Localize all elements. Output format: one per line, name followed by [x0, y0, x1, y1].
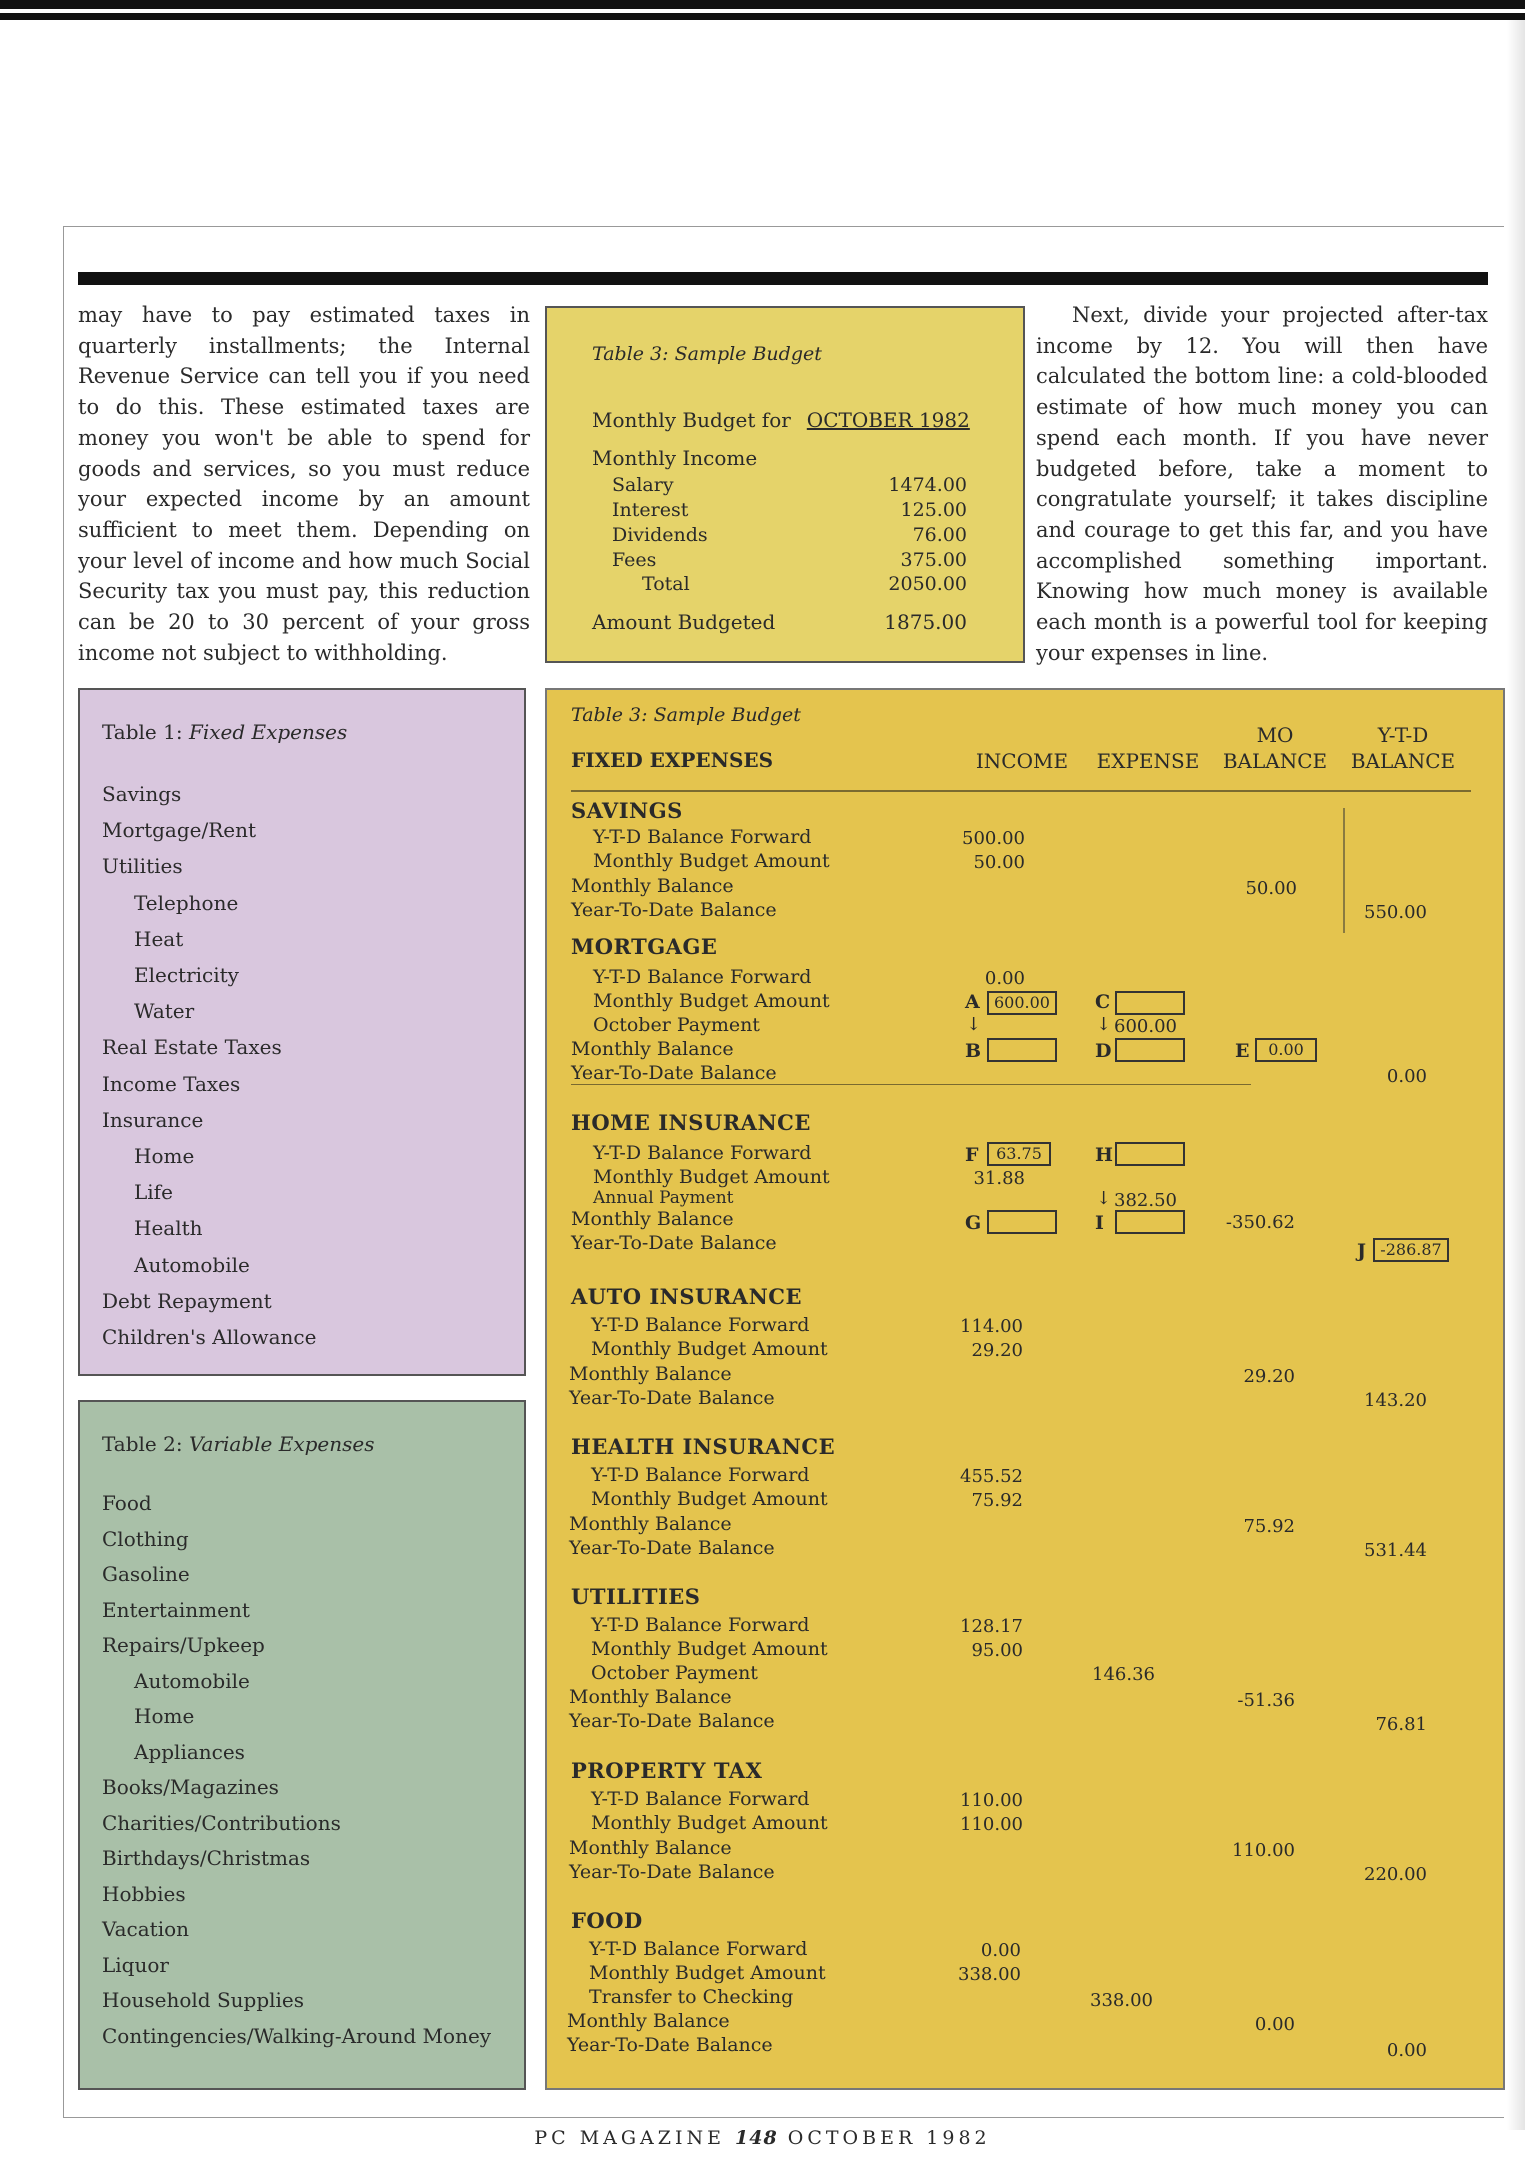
row-label: Year-To-Date Balance	[571, 1062, 777, 1084]
col-income: INCOME	[975, 749, 1069, 773]
row-label: Monthly Balance	[569, 1837, 732, 1859]
table1-caption-title: Fixed Expenses	[188, 720, 348, 744]
row-label: Y-T-D Balance Forward	[593, 966, 812, 988]
income-value: 110.00	[960, 1790, 1023, 1811]
list-item: Food	[102, 1491, 152, 1515]
section-mortgage	[547, 934, 1507, 1114]
income-value: 114.00	[960, 1316, 1023, 1337]
marker-h: H	[1095, 1144, 1113, 1166]
section-food	[547, 1908, 1507, 2088]
list-item: Income Taxes	[102, 1071, 241, 1096]
row-label: Monthly Budget Amount	[593, 990, 830, 1012]
list-item: Children's Allowance	[102, 1325, 317, 1350]
list-item: Gasoline	[102, 1562, 190, 1586]
row-label: October Payment	[591, 1662, 758, 1684]
marker-j: J	[1357, 1240, 1366, 1262]
row-label: Y-T-D Balance Forward	[591, 1464, 810, 1486]
list-item: Insurance	[102, 1107, 204, 1132]
monthly-budget-line	[592, 408, 970, 432]
section-auto-insurance	[547, 1284, 1507, 1434]
row-label: Monthly Balance	[571, 875, 734, 897]
income-value: 75.92	[971, 1490, 1023, 1511]
row-label: October Payment	[593, 1014, 760, 1036]
income-value: 31.88	[973, 1168, 1025, 1189]
list-item: Home	[134, 1144, 195, 1169]
list-item: Debt Repayment	[102, 1288, 272, 1313]
income-value: 500.00	[962, 828, 1025, 849]
section-utilities	[547, 1584, 1507, 1758]
monthly-budget-label: Monthly Budget for	[592, 408, 791, 432]
row-label: Monthly Budget Amount	[593, 850, 830, 872]
list-item: Heat	[134, 926, 184, 951]
section-title: PROPERTY TAX	[571, 1758, 763, 1783]
income-value: 0.00	[980, 1940, 1021, 1961]
arrow-down-icon: ↓	[966, 1014, 982, 1035]
row-label: Monthly Balance	[571, 1038, 734, 1060]
section-title: UTILITIES	[571, 1584, 701, 1609]
ytd-balance-value: 0.00	[1386, 1066, 1427, 1087]
box-f: 63.75	[987, 1142, 1051, 1166]
box-b	[987, 1038, 1057, 1062]
row-label: Y-T-D Balance Forward	[591, 1788, 810, 1810]
row-label: Monthly Budget Amount	[591, 1488, 828, 1510]
row-label: Y-T-D Balance Forward	[593, 826, 812, 848]
income-value: 0.00	[984, 968, 1025, 989]
box-g	[987, 1210, 1057, 1234]
arrow-down-icon: ↓	[1096, 1188, 1112, 1209]
row-label: Monthly Budget Amount	[591, 1338, 828, 1360]
marker-b: B	[965, 1040, 982, 1062]
table3-top-caption: Table 3: Sample Budget	[592, 343, 822, 365]
marker-f: F	[965, 1144, 979, 1166]
section-title: HOME INSURANCE	[571, 1110, 811, 1135]
row-label: Year-To-Date Balance	[569, 1537, 775, 1559]
expense-value: 600.00	[1114, 1016, 1177, 1037]
list-item: Liquor	[102, 1952, 169, 1977]
list-item: Water	[134, 999, 195, 1024]
table1-list	[102, 776, 316, 1355]
row-label: Y-T-D Balance Forward	[589, 1938, 808, 1960]
box-c	[1115, 991, 1185, 1015]
col-mo-line1: MO	[1256, 723, 1294, 747]
col-mo-line2: BALANCE	[1222, 749, 1328, 773]
expense-value: 382.50	[1114, 1190, 1177, 1211]
section-health-insurance	[547, 1434, 1507, 1584]
marker-c: C	[1095, 991, 1111, 1013]
expense-value: 338.00	[1090, 1990, 1153, 2011]
row-label: Monthly Balance	[569, 1513, 732, 1535]
section-title: AUTO INSURANCE	[571, 1284, 802, 1309]
row-label: Year-To-Date Balance	[567, 2034, 773, 2056]
monthly-budget-value: OCTOBER 1982	[806, 408, 970, 432]
table1-caption-prefix: Table 1:	[102, 720, 183, 744]
page-footer	[0, 2127, 1525, 2149]
income-row-value: 76.00	[912, 524, 967, 546]
section-savings	[547, 798, 1507, 938]
row-label: Y-T-D Balance Forward	[593, 1142, 812, 1164]
table2-variable-expenses	[78, 1400, 526, 2090]
table3-caption: Table 3: Sample Budget	[571, 704, 801, 726]
fixed-expenses-heading: FIXED EXPENSES	[571, 748, 774, 772]
col-mo-balance	[1215, 722, 1335, 774]
table2-caption-prefix: Table 2:	[102, 1432, 183, 1456]
income-row-label: Dividends	[612, 524, 708, 546]
income-row-value: 125.00	[900, 499, 967, 521]
top-rule	[0, 0, 1525, 9]
list-item: Vacation	[102, 1917, 190, 1941]
income-value: 110.00	[960, 1814, 1023, 1835]
income-row-label: Fees	[612, 549, 657, 571]
box-a: 600.00	[987, 991, 1057, 1015]
table1-fixed-expenses	[78, 688, 526, 1376]
list-item: Automobile	[134, 1668, 250, 1693]
row-label: Transfer to Checking	[589, 1986, 794, 2008]
arrow-down-icon: ↓	[1096, 1014, 1112, 1035]
list-item: Automobile	[134, 1252, 250, 1277]
row-label: Monthly Balance	[567, 2010, 730, 2032]
list-item: Entertainment	[102, 1597, 250, 1622]
row-label: Monthly Balance	[569, 1363, 732, 1385]
list-item: Household Supplies	[102, 1988, 305, 2012]
ytd-balance-value: 76.81	[1375, 1714, 1427, 1735]
row-divider	[571, 1084, 1251, 1085]
table2-caption-title: Variable Expenses	[188, 1432, 375, 1456]
box-i	[1115, 1210, 1185, 1234]
ytd-balance-value: 220.00	[1364, 1864, 1427, 1885]
income-value: 50.00	[973, 852, 1025, 873]
list-item: Life	[134, 1180, 173, 1205]
list-item: Real Estate Taxes	[102, 1035, 282, 1060]
list-item: Hobbies	[102, 1881, 186, 1906]
ytd-balance-value: 531.44	[1364, 1540, 1427, 1561]
monthly-income-label: Monthly Income	[592, 446, 758, 470]
row-label: Y-T-D Balance Forward	[591, 1614, 810, 1636]
column-divider	[1343, 808, 1345, 933]
left-paragraph: may have to pay estimated taxes in quarterly installments; the Internal Revenue Service can tell you if you need to do this. These estimated taxes are money you won't be able to spend for goods and services, so you must reduce your expected income by an amount sufficient to meet them. Depending on your level of income and how much Social Security tax you must pay, this reduction can be 20 to 30 percent of your gross income not subject to withholding.	[78, 303, 530, 665]
right-column-text	[1036, 300, 1488, 668]
mo-balance-value: -51.36	[1237, 1690, 1295, 1711]
row-label: Monthly Budget Amount	[591, 1812, 828, 1834]
row-label: Monthly Budget Amount	[593, 1166, 830, 1188]
income-total-label: Total	[642, 573, 690, 595]
list-item: Health	[134, 1216, 203, 1241]
income-value: 455.52	[960, 1466, 1023, 1487]
section-home-insurance	[547, 1110, 1507, 1290]
table2-list	[102, 1486, 491, 2054]
section-rule	[78, 272, 1488, 285]
col-expense: EXPENSE	[1096, 749, 1200, 773]
mo-balance-value: -350.62	[1225, 1212, 1295, 1233]
list-item: Charities/Contributions	[102, 1810, 341, 1835]
row-label: Year-To-Date Balance	[569, 1387, 775, 1409]
top-rule-2	[0, 13, 1525, 20]
table2-caption	[102, 1432, 375, 1456]
row-label: Year-To-Date Balance	[571, 899, 777, 921]
list-item: Books/Magazines	[102, 1775, 279, 1799]
page-edge-shadow	[1507, 20, 1525, 2130]
row-label: Monthly Balance	[571, 1208, 734, 1230]
header-underline	[571, 790, 1471, 792]
marker-d: D	[1095, 1040, 1112, 1062]
row-label: Y-T-D Balance Forward	[591, 1314, 810, 1336]
ytd-balance-value: 550.00	[1364, 902, 1427, 923]
row-label: Year-To-Date Balance	[569, 1710, 775, 1732]
list-item: Home	[134, 1704, 195, 1728]
list-item: Utilities	[102, 854, 183, 879]
section-property-tax	[547, 1758, 1507, 1908]
mo-balance-value: 29.20	[1243, 1366, 1295, 1387]
section-title: FOOD	[571, 1908, 643, 1933]
row-label: Monthly Budget Amount	[591, 1638, 828, 1660]
list-item: Clothing	[102, 1526, 189, 1551]
marker-g: G	[965, 1212, 982, 1234]
left-column-text	[78, 300, 530, 668]
list-item: Appliances	[134, 1739, 245, 1764]
row-label: Year-To-Date Balance	[569, 1861, 775, 1883]
income-row-label: Salary	[612, 474, 674, 496]
table3-sample-budget	[545, 688, 1505, 2090]
ytd-balance-value: 0.00	[1386, 2040, 1427, 2061]
row-label: Monthly Budget Amount	[589, 1962, 826, 1984]
col-ytd-line2: BALANCE	[1350, 749, 1456, 773]
list-item: Telephone	[134, 890, 239, 915]
income-value: 95.00	[971, 1640, 1023, 1661]
income-value: 128.17	[960, 1616, 1023, 1637]
amount-budgeted-value: 1875.00	[884, 610, 967, 634]
mo-balance-value: 110.00	[1232, 1840, 1295, 1861]
marker-e: E	[1235, 1040, 1250, 1062]
mo-balance-value: 75.92	[1243, 1516, 1295, 1537]
expense-value: 146.36	[1092, 1664, 1155, 1685]
section-title: HEALTH INSURANCE	[571, 1434, 836, 1459]
right-paragraph: Next, divide your projected after-tax income by 12. You will then have calculated the bottom line: a cold-blooded estimate of how much money you can spend each month. If you have never budgeted before, take a moment to congratulate yourself; it takes discipline and courage to get this far, and you have accomplished something important. Knowing how much money is available each month is a powerful tool for keeping your expenses in line.	[1036, 303, 1488, 665]
footer-page-number: 148	[735, 2127, 778, 2149]
row-label: Monthly Balance	[569, 1686, 732, 1708]
mo-balance-value: 0.00	[1254, 2014, 1295, 2035]
marker-a: A	[965, 991, 980, 1013]
box-h	[1115, 1142, 1185, 1166]
box-d	[1115, 1038, 1185, 1062]
box-j: -286.87	[1373, 1238, 1449, 1262]
footer-date: OCTOBER 1982	[787, 2127, 991, 2149]
section-title: SAVINGS	[571, 798, 683, 823]
table3-income-box	[545, 306, 1025, 663]
footer-magazine: PC MAGAZINE	[534, 2127, 725, 2149]
list-item: Repairs/Upkeep	[102, 1633, 265, 1657]
income-total-value: 2050.00	[888, 573, 967, 595]
income-row-value: 1474.00	[888, 474, 967, 496]
marker-i: I	[1095, 1212, 1104, 1234]
income-value: 338.00	[958, 1964, 1021, 1985]
section-title: MORTGAGE	[571, 934, 718, 959]
list-item: Mortgage/Rent	[102, 818, 257, 843]
list-item: Contingencies/Walking-Around Money	[102, 2023, 492, 2048]
list-item: Birthdays/Christmas	[102, 1846, 311, 1870]
amount-budgeted-label: Amount Budgeted	[592, 610, 776, 634]
list-item: Savings	[102, 782, 182, 806]
row-label: Year-To-Date Balance	[571, 1232, 777, 1254]
mo-balance-value: 50.00	[1245, 878, 1297, 899]
col-ytd-line1: Y-T-D	[1377, 723, 1429, 747]
row-label: Annual Payment	[593, 1188, 734, 1208]
income-row-label: Interest	[612, 499, 689, 521]
box-e: 0.00	[1255, 1038, 1317, 1062]
col-ytd-balance	[1343, 722, 1463, 774]
list-item: Electricity	[134, 963, 239, 988]
income-value: 29.20	[971, 1340, 1023, 1361]
table1-caption	[102, 720, 347, 744]
ytd-balance-value: 143.20	[1364, 1390, 1427, 1411]
income-row-value: 375.00	[900, 549, 967, 571]
